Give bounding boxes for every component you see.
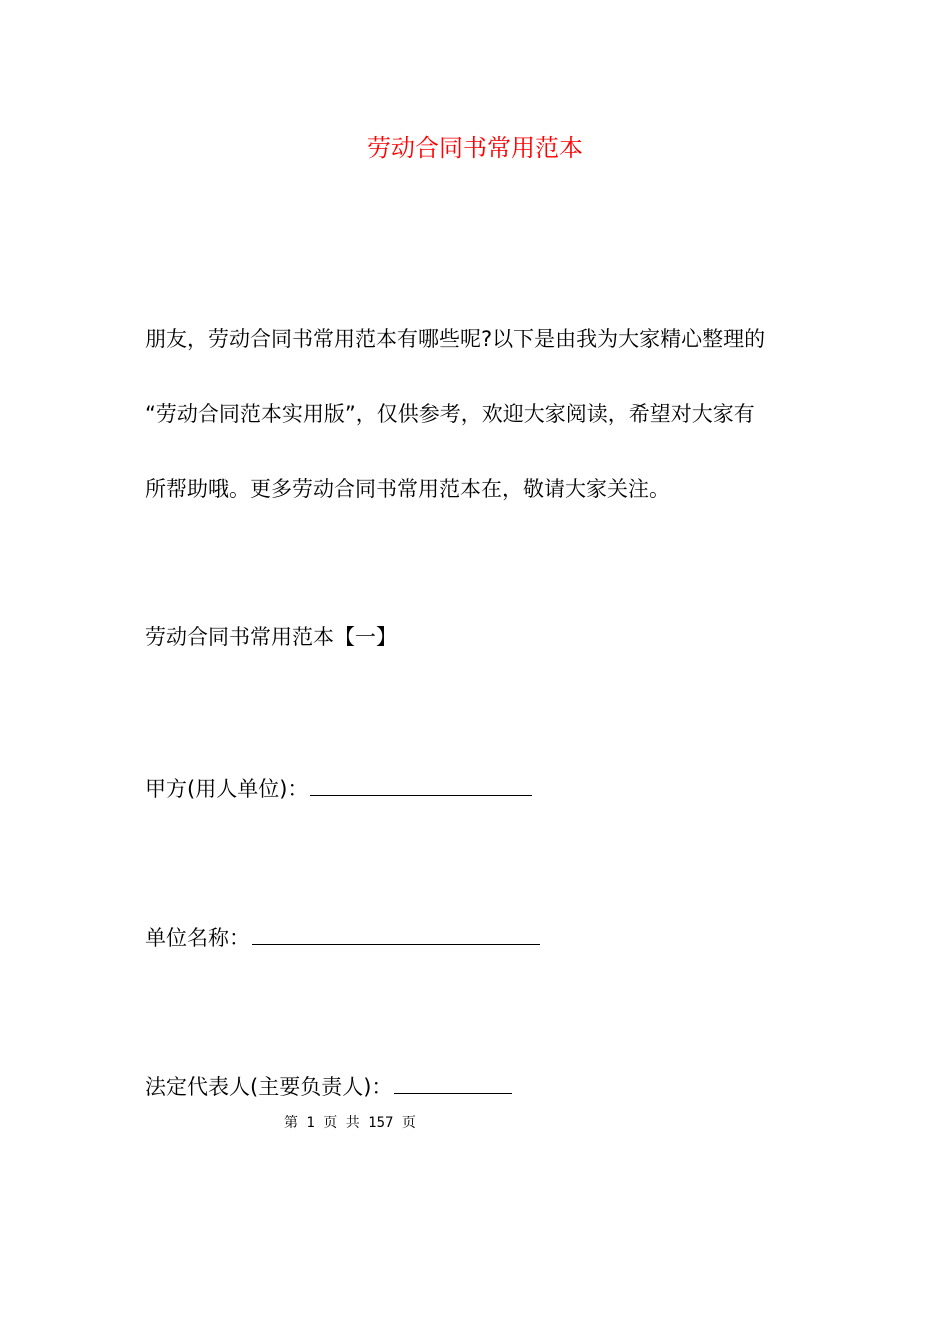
party-a-label: 甲方(用人单位)： xyxy=(145,777,309,801)
legal-rep-field xyxy=(145,1071,825,1102)
unit-name-field xyxy=(145,922,825,953)
unit-name-blank xyxy=(252,922,540,945)
intro-line-3: 所帮助哦。更多劳动合同书常用范本在，敬请大家关注。 xyxy=(145,477,670,501)
page-number: 第 1 页 共 157 页 xyxy=(284,1115,416,1131)
section-heading: 劳动合同书常用范本【一】 xyxy=(145,625,397,649)
document-title: 劳动合同书常用范本 xyxy=(367,134,583,162)
legal-rep-label: 法定代表人(主要负责人)： xyxy=(145,1075,393,1099)
party-a-field xyxy=(145,773,825,804)
page-footer xyxy=(0,1113,950,1133)
party-a-blank xyxy=(310,773,532,796)
unit-name-label: 单位名称： xyxy=(145,926,250,950)
intro-line-1: 朋友，劳动合同书常用范本有哪些呢?以下是由我为大家精心整理的 xyxy=(145,327,766,351)
intro-line-2: “劳动合同范本实用版”，仅供参考，欢迎大家阅读，希望对大家有 xyxy=(145,402,755,426)
legal-rep-blank xyxy=(394,1071,512,1094)
